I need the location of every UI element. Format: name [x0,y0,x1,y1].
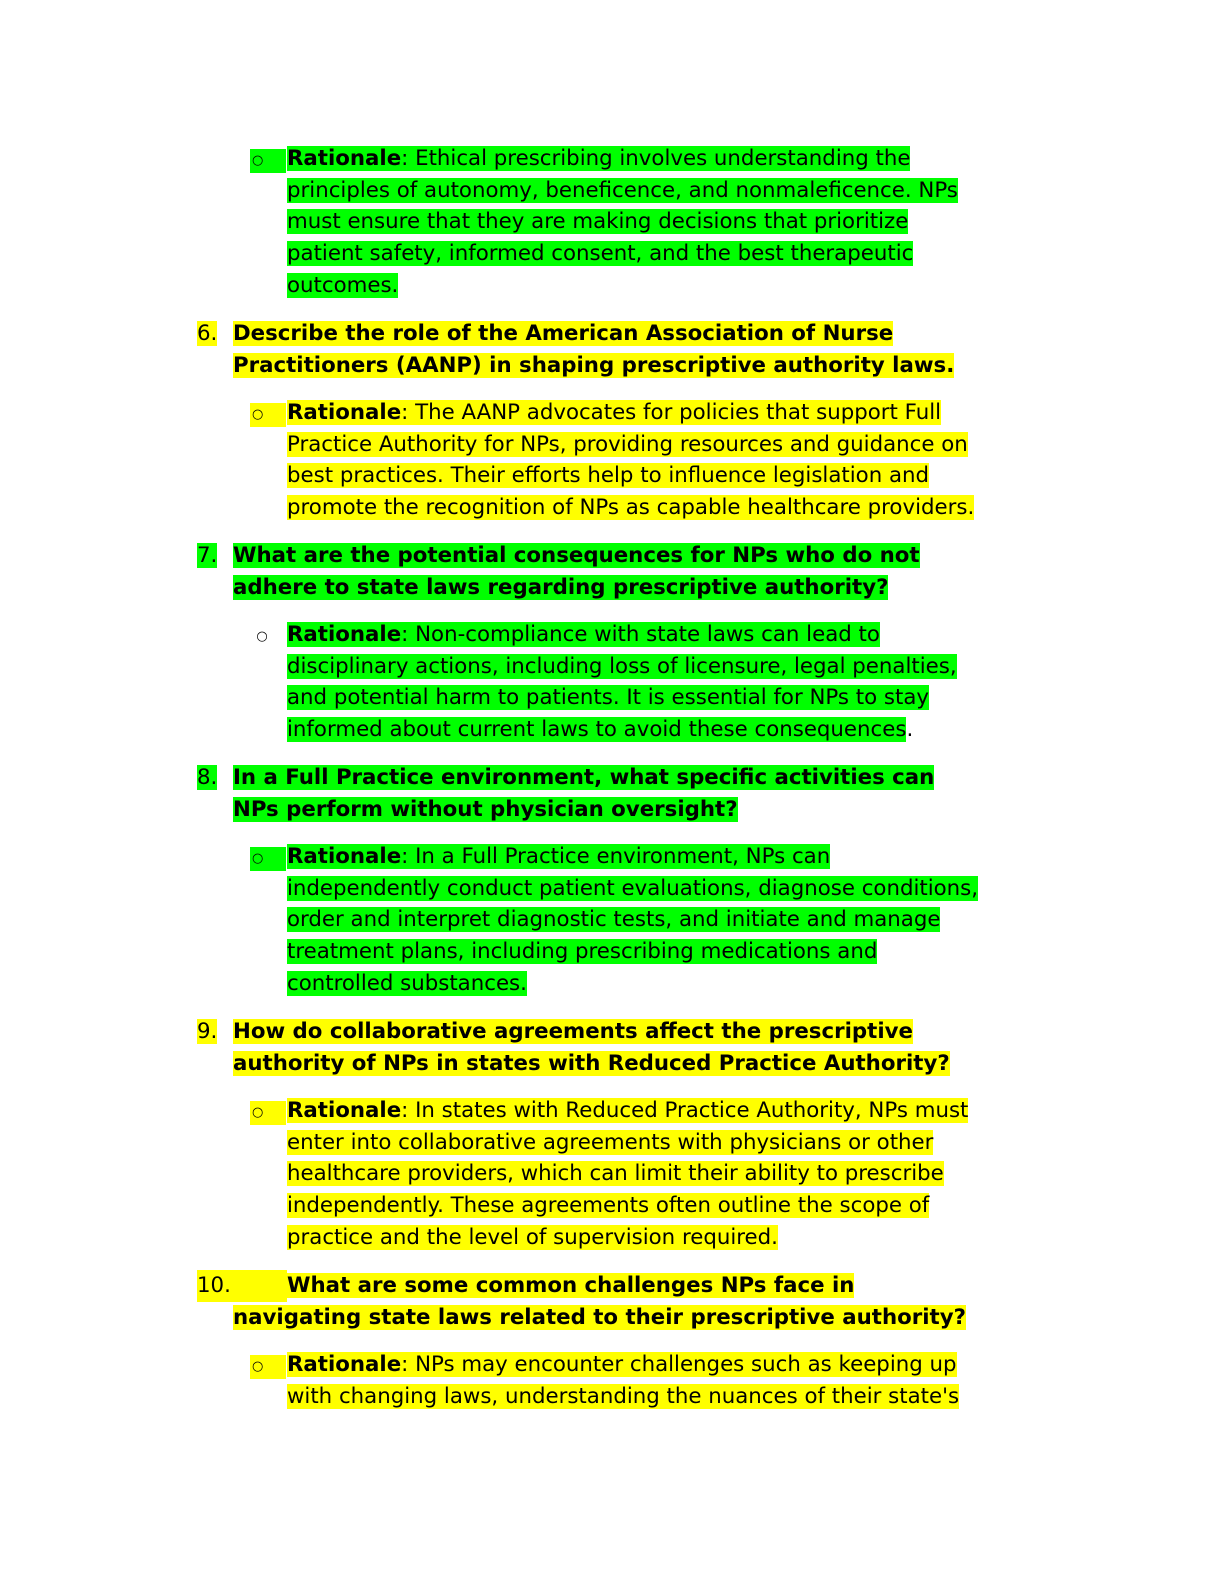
bullet-icon: ○ [250,847,286,871]
rationale-label: Rationale [287,1098,402,1123]
question-number-9: 9. [197,1019,218,1044]
question-6: Describe the role of the American Association of Nurse Practitioners (AANP) in shaping prescriptive authority laws. [233,321,955,378]
bullet-icon: ○ [256,629,268,644]
rationale-q10: Rationale: NPs may encounter challenges such as keeping up with changing laws, understanding the nuances of their state's [287,1352,960,1409]
bullet-icon: ○ [250,403,286,427]
question-8: In a Full Practice environment, what specific activities can NPs perform without physician oversight? [233,765,935,822]
question-number-6: 6. [197,321,218,346]
bullet-icon: ○ [250,149,286,173]
bullet-icon: ○ [250,1355,286,1379]
rationale-q9: Rationale: In states with Reduced Practice Authority, NPs must enter into collaborative agreements with physicians or other healthcare providers, which can limit their ability to prescribe independently. These agreements often outline the scope of practice and the level of supervision required. [287,1098,969,1250]
rationale-label: Rationale [287,844,402,869]
rationale-q6: Rationale: The AANP advocates for policies that support Full Practice Authority for NPs, providing resources and guidance on best practices. Their efforts help to influence legislation and promote the recognition of NPs as capable healthcare providers. [287,400,975,521]
rationale-q7: Rationale: Non-compliance with state laws can lead to disciplinary actions, including loss of licensure, legal penalties, and potential harm to patients. It is essential for NPs to stay informed about current laws to avoid these consequences. [287,622,957,743]
rationale-q8: Rationale: In a Full Practice environment, NPs can independently conduct patient evaluations, diagnose conditions, order and interpret diagnostic tests, and initiate and manage treatment plans, including prescribing medications and controlled substances. [287,844,979,996]
question-number-7: 7. [197,543,218,568]
rationale-label: Rationale [287,1352,402,1377]
rationale-label: Rationale [287,146,402,171]
question-7: What are the potential consequences for NPs who do not adhere to state laws regarding prescriptive authority? [233,543,920,600]
rationale-label: Rationale [287,622,402,647]
question-number-8: 8. [197,765,218,790]
question-9: How do collaborative agreements affect the prescriptive authority of NPs in states with Reduced Practice Authority? [233,1019,950,1076]
bullet-icon: ○ [250,1101,286,1125]
question-10: What are some common challenges NPs face in navigating state laws related to their prescriptive authority? [233,1273,966,1330]
rationale-q5: Rationale: Ethical prescribing involves understanding the principles of autonomy, beneficence, and nonmaleficence. NPs must ensure that they are making decisions that prioritize patient safety, informed consent, and the best therapeutic outcomes. [287,146,958,298]
question-number-10: 10. [197,1270,287,1302]
rationale-label: Rationale [287,400,402,425]
